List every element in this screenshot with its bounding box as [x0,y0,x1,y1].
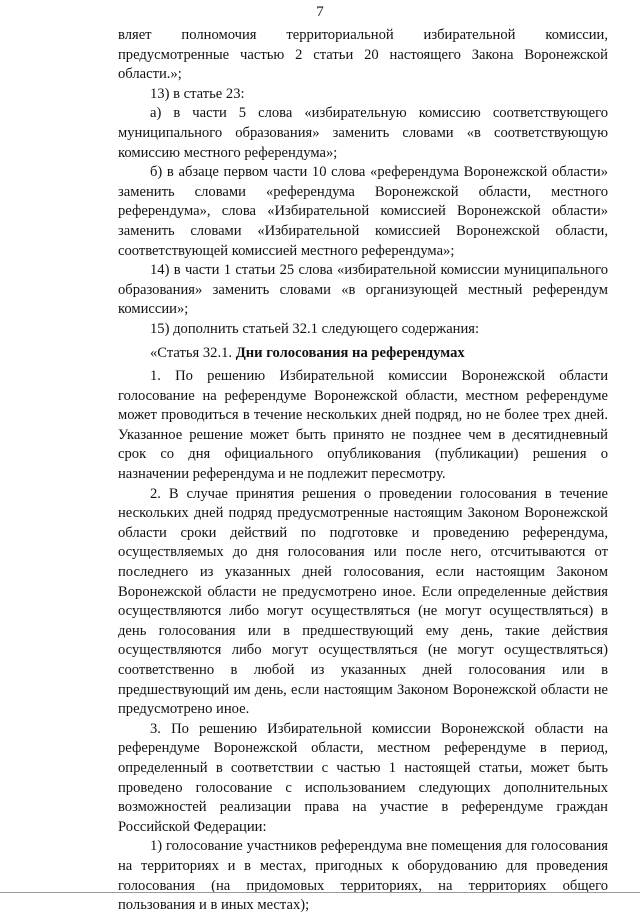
article-part-3: 3. По решению Избирательной комиссии Воронежской области на референдуме Воронежской области, местном референдуме в период, определенный в соответствии с частью 1 настоящей статьи, может быть проведено голосование с использованием следующих дополнительных возможностей реализации права на участие в референдуме граждан Российской Федерации: [118,720,608,835]
paragraph-subitem-a: а) в части 5 слова «избирательную комиссию соответствующего муниципального образования» заменить словами «в соответствующую комиссию местного референдума»; [118,105,608,161]
page-number: 7 [316,4,324,20]
article-heading-prefix: «Статья 32.1. [150,344,236,361]
article-part-1: 1. По решению Избирательной комиссии Воронежской области голосование на референдуме Воронежской области, местном референдуме может проводиться в течение нескольких дней подряд, но не более трех дней. Указанное решение может быть принято не позднее чем в десятидневный срок со дня официального опубликования (публикации) решения о назначении референдума и не подлежит пересмотру. [118,368,608,483]
article-part-2: 2. В случае принятия решения о проведении голосования в течение нескольких дней подряд предусмотренные настоящим Законом Воронежской области сроки действий по подготовке и проведению референдума, осуществляемых до дня голосования или после него, отсчитываются от последнего из указанных дней голосования, если настоящим Законом Воронежской области не предусмотрено иное. Если определенные действия осуществляются либо могут осуществляться (не могут осуществляться) в день голосования или в предшествующий ему день, такие действия осуществляются либо могут осуществляться (не могут осуществляться) соответственно в любой из указанных дней голосования или в предшествующий им день, если настоящим Законом Воронежской области не предусмотрено иное. [118,485,608,718]
paragraph-continuation: вляет полномочия территориальной избирательной комиссии, предусмотренные частью 2 статьи 20 настоящего Закона Воронежской области.»; [118,27,608,83]
article-heading [118,344,608,364]
document-body [118,26,608,916]
paragraph-item-15: 15) дополнить статьей 32.1 следующего содержания: [150,320,480,337]
paragraph-item-14: 14) в части 1 статьи 25 слова «избирательной комиссии муниципального образования» заменить словами «в организующей местный референдум комиссии»; [118,262,608,318]
article-heading-title: Дни голосования на референдумах [235,344,465,361]
page-bottom-rule [0,892,640,893]
article-part-3-item-1: 1) голосование участников референдума вне помещения для голосования на территориях и в местах, пригодных к оборудованию для проведения голосования (на придомовых территориях, на территориях общего пользования и в иных местах); [118,838,608,914]
paragraph-item-13: 13) в статье 23: [150,85,245,102]
paragraph-subitem-b: б) в абзаце первом части 10 слова «референдума Воронежской области» заменить словами «референдума Воронежской области, местного референдума», слова «Избирательной комиссией Воронежской области» заменить словами «Избирательной комиссией Воронежской области, соответствующей комиссией местного референдума»; [118,164,608,259]
